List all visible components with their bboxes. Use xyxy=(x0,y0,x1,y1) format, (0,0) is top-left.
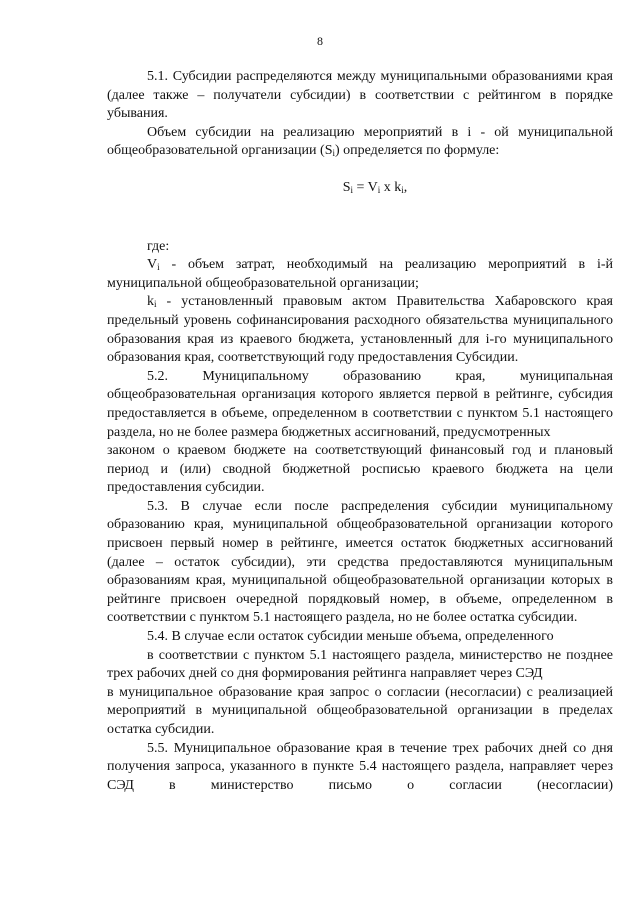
page-number: 8 xyxy=(317,34,323,48)
formula-end: , xyxy=(403,179,408,195)
formula-v-sub: i xyxy=(377,184,381,195)
formula-s-sub: i xyxy=(350,184,353,195)
paragraph-5-4-part1: 5.4. В случае если остаток субсидии меньше объема, определенного xyxy=(147,629,554,645)
definition-k-symbol: k xyxy=(147,294,154,310)
paragraph-subsidy-volume-text: Объем субсидии на реализацию мероприятий в i - ой муниципальной общеобразовательной организации (S xyxy=(107,124,613,159)
paragraph-5-4-part2: в соответствии с пунктом 5.1 настоящего раздела, министерство не позднее трех рабочих дней со дня формирования рейтинга направляет через СЭД xyxy=(107,647,613,682)
paragraph-5-4-part3: в муниципальное образование края запрос о согласии (несогласии) с реализацией мероприятий в муниципальной общеобразовательной организации в пределах остатка субсидии. xyxy=(107,684,613,737)
paragraph-subsidy-volume xyxy=(107,124,613,161)
definition-v-symbol: V xyxy=(147,257,158,273)
formula-k-sub: i xyxy=(401,184,404,195)
definition-v-sub: i xyxy=(157,262,160,273)
subscript-i: i xyxy=(332,148,335,159)
definition-v xyxy=(107,256,613,293)
paragraph-subsidy-volume-tail: ) определяется по формуле: xyxy=(335,143,500,159)
formula xyxy=(107,179,613,198)
formula-eq: = V xyxy=(353,179,378,195)
paragraph-5-1: 5.1. Субсидии распределяются между муниципальными образованиями края (далее также – получатели субсидии) в соответствии с рейтингом в порядке убывания. xyxy=(107,69,613,122)
paragraph-5-3: 5.3. В случае если после распределения субсидии муниципальному образованию края, муниципальной общеобразовательной организации которого присвоен первый номер в рейтинге, имеется остаток бюджетных ассигнований (далее – остаток субсидии), эти средства предоставляются муниципальным образованиям края, муниципальной общеобразовательной организации которых в рейтинге присвоен очередной порядковый номер, в объеме, определенном в соответствии с пунктом 5.1 настоящего раздела, но не более остатка субсидии. xyxy=(107,498,613,626)
definition-v-text: - объем затрат, необходимый на реализацию мероприятий в i-й муниципальной общеобразовательной организации; xyxy=(107,257,613,291)
paragraph-5-5: 5.5. Муниципальное образование края в течение трех рабочих дней со дня получения запроса, указанного в пункте 5.4 настоящего раздела, направляет через СЭД в министерство письмо о согласии (несогласии) xyxy=(107,740,613,793)
formula-x: x k xyxy=(380,179,402,195)
document-body xyxy=(107,68,613,795)
formula-s: S xyxy=(342,179,351,195)
definition-k-sub: i xyxy=(154,299,157,310)
paragraph-5-2-part2: законом о краевом бюджете на соответствующий финансовый год и плановый период и (или) сводной бюджетной росписью краевого бюджета на цели предоставления субсидии. xyxy=(107,443,613,496)
definition-k-text: - установленный правовым актом Правительства Хабаровского края предельный уровень софинансирования расходного обязательства муниципального образования края из краевого бюджета, установленный для i-го муниципального образования края, соответствующий году предоставления Субсидии. xyxy=(107,294,613,366)
paragraph-5-2-part1: 5.2. Муниципальному образованию края, муниципальная общеобразовательная организация которого является первой в рейтинге, субсидия предоставляется в объеме, определенном в соответствии с пунктом 5.1 настоящего раздела, но не более размера бюджетных ассигнований, предусмотренных xyxy=(107,368,613,440)
where-label: где: xyxy=(147,238,170,254)
definition-k xyxy=(107,293,613,367)
